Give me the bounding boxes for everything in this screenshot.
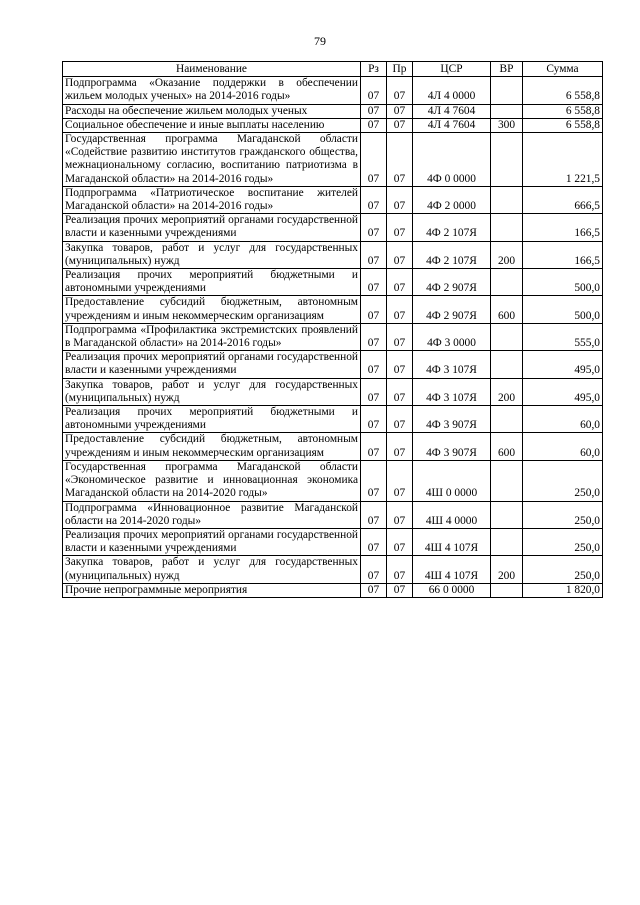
row-sum: 250,0: [523, 556, 603, 583]
table-row: [63, 583, 603, 597]
row-vr: 300: [491, 118, 523, 132]
row-sum: 1 820,0: [523, 583, 603, 597]
row-name: Реализация прочих мероприятий бюджетными и автономными учреждениями: [63, 406, 361, 433]
row-rz: 07: [361, 118, 387, 132]
row-sum: 500,0: [523, 269, 603, 296]
row-rz: 07: [361, 323, 387, 350]
row-csr: 4Ш 4 0000: [413, 501, 491, 528]
row-pr: 07: [387, 104, 413, 118]
row-csr: 4Ф 3 0000: [413, 323, 491, 350]
row-vr: 200: [491, 378, 523, 405]
table-row: [63, 556, 603, 583]
row-rz: 07: [361, 501, 387, 528]
row-vr: [491, 351, 523, 378]
row-name: Закупка товаров, работ и услуг для государственных (муниципальных) нужд: [63, 556, 361, 583]
row-pr: 07: [387, 583, 413, 597]
header-rz: Рз: [361, 62, 387, 77]
row-csr: 4Л 4 7604: [413, 104, 491, 118]
table-row: [63, 323, 603, 350]
row-sum: 6 558,8: [523, 104, 603, 118]
budget-table: [62, 61, 603, 598]
row-name: Подпрограмма «Оказание поддержки в обеспечении жильем молодых ученых» на 2014-2016 годы»: [63, 77, 361, 104]
row-csr: 66 0 0000: [413, 583, 491, 597]
row-csr: 4Ф 3 107Я: [413, 351, 491, 378]
row-name: Подпрограмма «Профилактика экстремистских проявлений в Магаданской области» на 2014-2016 годы»: [63, 323, 361, 350]
row-name: Закупка товаров, работ и услуг для государственных (муниципальных) нужд: [63, 241, 361, 268]
row-csr: 4Ш 0 0000: [413, 460, 491, 501]
table-header-row: [63, 62, 603, 77]
row-pr: 07: [387, 214, 413, 241]
row-pr: 07: [387, 406, 413, 433]
row-sum: 60,0: [523, 406, 603, 433]
header-vr: ВР: [491, 62, 523, 77]
row-pr: 07: [387, 378, 413, 405]
row-csr: 4Ф 2 907Я: [413, 269, 491, 296]
row-rz: 07: [361, 241, 387, 268]
row-pr: 07: [387, 269, 413, 296]
row-vr: [491, 460, 523, 501]
row-pr: 07: [387, 118, 413, 132]
row-csr: 4Ф 3 107Я: [413, 378, 491, 405]
row-vr: [491, 186, 523, 213]
row-name: Реализация прочих мероприятий органами государственной власти и казенными учреждениями: [63, 528, 361, 555]
row-name: Закупка товаров, работ и услуг для государственных (муниципальных) нужд: [63, 378, 361, 405]
table-row: [63, 351, 603, 378]
row-sum: 60,0: [523, 433, 603, 460]
row-name: Реализация прочих мероприятий органами государственной власти и казенными учреждениями: [63, 214, 361, 241]
row-name: Предоставление субсидий бюджетным, автономным учреждениям и иным некоммерческим организациям: [63, 296, 361, 323]
row-vr: [491, 77, 523, 104]
row-rz: 07: [361, 77, 387, 104]
row-name: Расходы на обеспечение жильем молодых ученых: [63, 104, 361, 118]
row-csr: 4Ф 0 0000: [413, 133, 491, 187]
row-sum: 166,5: [523, 214, 603, 241]
row-vr: [491, 528, 523, 555]
row-rz: 07: [361, 186, 387, 213]
table-row: [63, 133, 603, 187]
row-sum: 666,5: [523, 186, 603, 213]
table-row: [63, 501, 603, 528]
table-row: [63, 296, 603, 323]
row-sum: 555,0: [523, 323, 603, 350]
row-csr: 4Ш 4 107Я: [413, 556, 491, 583]
header-name: Наименование: [63, 62, 361, 77]
row-vr: 200: [491, 241, 523, 268]
table-row: [63, 378, 603, 405]
row-sum: 166,5: [523, 241, 603, 268]
row-pr: 07: [387, 241, 413, 268]
row-csr: 4Л 4 7604: [413, 118, 491, 132]
row-rz: 07: [361, 296, 387, 323]
header-sum: Сумма: [523, 62, 603, 77]
row-name: Реализация прочих мероприятий бюджетными и автономными учреждениями: [63, 269, 361, 296]
row-csr: 4Ф 3 907Я: [413, 433, 491, 460]
row-pr: 07: [387, 323, 413, 350]
row-sum: 1 221,5: [523, 133, 603, 187]
row-sum: 250,0: [523, 528, 603, 555]
row-name: Подпрограмма «Инновационное развитие Магаданской области на 2014-2020 годы»: [63, 501, 361, 528]
row-csr: 4Ш 4 107Я: [413, 528, 491, 555]
row-sum: 6 558,8: [523, 118, 603, 132]
row-name: Социальное обеспечение и иные выплаты населению: [63, 118, 361, 132]
row-sum: 500,0: [523, 296, 603, 323]
row-pr: 07: [387, 556, 413, 583]
row-pr: 07: [387, 501, 413, 528]
row-vr: 200: [491, 556, 523, 583]
row-vr: 600: [491, 296, 523, 323]
row-rz: 07: [361, 433, 387, 460]
row-vr: [491, 269, 523, 296]
row-rz: 07: [361, 460, 387, 501]
table-row: [63, 214, 603, 241]
row-csr: 4Ф 3 907Я: [413, 406, 491, 433]
row-rz: 07: [361, 406, 387, 433]
row-vr: 600: [491, 433, 523, 460]
row-name: Государственная программа Магаданской области «Содействие развитию институтов гражданского общества, межнациональному согласию, воспитанию патриотизма в Магаданской области» на 2014-2016 годы»: [63, 133, 361, 187]
table-row: [63, 433, 603, 460]
row-vr: [491, 583, 523, 597]
row-pr: 07: [387, 77, 413, 104]
row-csr: 4Ф 2 907Я: [413, 296, 491, 323]
row-pr: 07: [387, 351, 413, 378]
header-csr: ЦСР: [413, 62, 491, 77]
row-csr: 4Ф 2 107Я: [413, 214, 491, 241]
row-pr: 07: [387, 433, 413, 460]
row-name: Реализация прочих мероприятий органами государственной власти и казенными учреждениями: [63, 351, 361, 378]
table-row: [63, 104, 603, 118]
row-vr: [491, 104, 523, 118]
table-row: [63, 460, 603, 501]
page-number: 79: [314, 34, 326, 48]
row-rz: 07: [361, 528, 387, 555]
row-rz: 07: [361, 214, 387, 241]
row-rz: 07: [361, 133, 387, 187]
row-rz: 07: [361, 104, 387, 118]
table-row: [63, 528, 603, 555]
table-row: [63, 269, 603, 296]
row-sum: 6 558,8: [523, 77, 603, 104]
row-name: Прочие непрограммные мероприятия: [63, 583, 361, 597]
row-vr: [491, 133, 523, 187]
row-pr: 07: [387, 186, 413, 213]
table-row: [63, 186, 603, 213]
row-rz: 07: [361, 583, 387, 597]
row-pr: 07: [387, 528, 413, 555]
row-csr: 4Ф 2 107Я: [413, 241, 491, 268]
table-row: [63, 241, 603, 268]
row-name: Государственная программа Магаданской области «Экономическое развитие и инновационная экономика Магаданской области на 2014-2020 годы»: [63, 460, 361, 501]
row-name: Подпрограмма «Патриотическое воспитание жителей Магаданской области» на 2014-2016 годы»: [63, 186, 361, 213]
table-row: [63, 77, 603, 104]
row-sum: 495,0: [523, 351, 603, 378]
row-rz: 07: [361, 351, 387, 378]
row-vr: [491, 406, 523, 433]
header-pr: Пр: [387, 62, 413, 77]
table-row: [63, 406, 603, 433]
row-rz: 07: [361, 378, 387, 405]
row-csr: 4Л 4 0000: [413, 77, 491, 104]
row-rz: 07: [361, 556, 387, 583]
row-vr: [491, 323, 523, 350]
row-sum: 495,0: [523, 378, 603, 405]
row-pr: 07: [387, 296, 413, 323]
row-pr: 07: [387, 133, 413, 187]
row-rz: 07: [361, 269, 387, 296]
row-csr: 4Ф 2 0000: [413, 186, 491, 213]
table-row: [63, 118, 603, 132]
row-name: Предоставление субсидий бюджетным, автономным учреждениям и иным некоммерческим организациям: [63, 433, 361, 460]
row-vr: [491, 214, 523, 241]
row-sum: 250,0: [523, 501, 603, 528]
row-vr: [491, 501, 523, 528]
row-sum: 250,0: [523, 460, 603, 501]
row-pr: 07: [387, 460, 413, 501]
